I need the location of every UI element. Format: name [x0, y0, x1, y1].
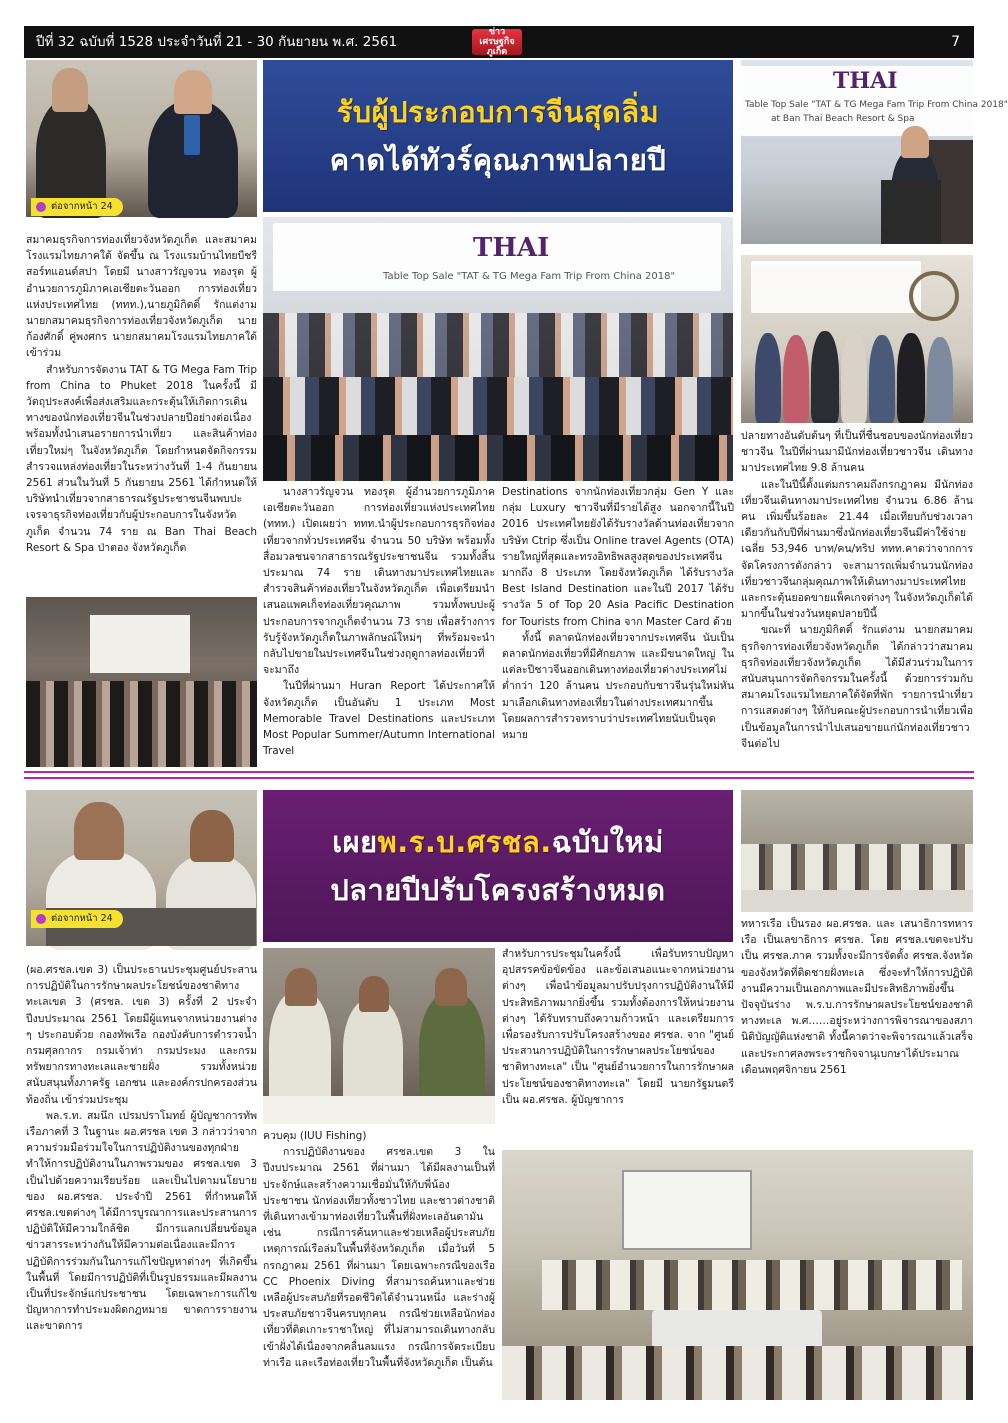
paragraph: การปฏิบัติงานของ ศรชล.เขต 3 ในปีงบประมาณ 2561 ที่ผ่านมา ได้มีผลงานเป็นที่ประจักษ์และสร้างความเชื่อมั่นให้กับพี่น้องประชาชน นักท่องเที่ยวทั้งชาวไทย และชาวต่างชาติที่เดินทางเข้ามาท่องเที่ยวในพื้นที่ฝั่งทะเลอันดามัน เช่น กรณีการค้นหาและช่วยเหลือผู้ประสบภัยเหตุการณ์เรือล่มในพื้นที่จังหวัดภูเก็ต เมื่อวันที่ 5 กรกฎาคม 2561 ที่ผ่านมา โดยเฉพาะกรณีของเรือ CC Phoenix Diving ที่สามารถค้นหาและช่วยเหลือผู้ประสบภัยที่รอดชีวิตได้จำนวนหนึ่ง และร่างผู้ประสบภัยชาวจีนครบทุกคน กรณีช่วยเหลือนักท่องเที่ยวที่ติดเกาะราชาใหญ่ ที่ไม่สามารถเดินทางกลับเข้าฝั่งได้เนื่องจากคลื่นลมแรง กรณีการจัดระเบียบท่าเรือ และเรือท่องเที่ยวในพื้นที่จังหวัดภูเก็ต เป็นต้น [263, 1146, 495, 1369]
paragraph: และในปีนี้ตั้งแต่มกราคมถึงกรกฎาคม มีนักท่องเที่ยวจีนเดินทางมาประเทศไทย จำนวน 6.86 ล้านคน เพิ่มขึ้นร้อยละ 21.44 เมื่อเทียบกับช่วงเวลาเดียวกันกับปีที่ผ่านมาซึ่งนักท่องเที่ยวจีนมีค่าใช้จ่ายเฉลี่ย 53,946 บาท/คน/ทริป ททท.คาดว่าจากการจัดโครงการดังกล่าว จะสามารถเพิ่มจำนวนนักท่องเที่ยวชาวจีนกลุ่มคุณภาพให้เดินทางมาประเทศไทย และกระตุ้นยอดขายแพ็คเกจต่างๆ ในจังหวัดภูเก็ตได้มากขึ้นในช่วงวันหยุดปลายปีนี้ [741, 478, 973, 621]
paragraph: ปลายทางอันดับต้นๆ ที่เป็นที่ชื่นชอบของนักท่องเที่ยวชาวจีน ในปีที่ผ่านมามีนักท่องเที่ยวชาวจีน เดินทางมาประเทศไทย 9.8 ล้านคน [741, 430, 973, 475]
article1-column2 [263, 484, 495, 764]
photo-conference-table [741, 790, 973, 912]
article2-column1 [26, 962, 257, 1402]
paragraph: สมาคมธุรกิจการท่องเที่ยวจังหวัดภูเก็ต และสมาคมโรงแรมไทยภาคใต้ จัดขึ้น ณ โรงแรมบ้านไทยบีชรีสอร์ทแอนด์สปา โดยมี นางสาวรัญจวน ทองรุต ผู้อำนวยการภูมิภาคเอเชียตะวันออก การท่องเที่ยวแห่งประเทศไทย (ททท.),นายภูมิกิตติ์ รักแต่งาม นายกสมาคมธุรกิจการท่องเที่ยวจังหวัดภูเก็ต นาย ก้องศักดิ์ คู่พงศกร นายกสมาคมโรงแรมไทยภาคใต้ เข้าร่วม [26, 234, 257, 360]
thai-logo: THAI [833, 68, 898, 94]
paragraph: ควบคุม (IUU Fishing) [263, 1130, 367, 1142]
bullet-icon [36, 202, 46, 212]
paragraph: ทั้งนี้ ตลาดนักท่องเที่ยวจากประเทศจีน นับเป็นตลาดนักท่องเที่ยวที่มีศักยภาพ และมีขนาดใหญ่ ในแต่ละปีชาวจีนออกเดินทางท่องเที่ยวต่างประเทศไม่ต่ำกว่า 120 ล้านคน ประกอบกับชาวจีนรุ่นใหม่หันมาเลือกเดินทางท่องเที่ยวในต่างประเทศมากขึ้น โดยผลการสำรวจทราบว่าประเทศไทยนับเป็นจุดหมาย [502, 631, 734, 742]
page-number: 7 [951, 34, 960, 50]
continued-badge [31, 198, 123, 216]
paragraph: สำหรับการจัดงาน TAT & TG Mega Fam Trip from China to Phuket 2018 ในครั้งนี้ มีวัตถุประสงค์เพื่อส่งเสริมและกระตุ้นให้เกิดการเดินทางของนักท่องเที่ยวจีนในช่วงปลายปีอย่างต่อเนื่อง พร้อมทั้งนำเสนอรายการนำเที่ยว และสินค้าท่องเที่ยวใหม่ๆ ในจังหวัดภูเก็ต โดยกำหนดจัดกิจกรรมสำรวจแหล่งท่องเที่ยวในระหว่างวันที่ 1-4 กันยายน 2561 ส่วนในวันที่ 5 กันยายน 2561 ได้กำหนดให้บริษัทนำเที่ยวจากสาธารณรัฐประชาชนจีนพบปะเจรจาธุรกิจท่องเที่ยวกับผู้ประกอบการในจังหวัดภูเก็ต จำนวน 74 ราย ณ Ban Thai Beach Resort & Spa ป่าตอง จังหวัดภูเก็ต [26, 363, 257, 554]
banner-text: Table Top Sale "TAT & TG Mega Fam Trip From China 2018" [745, 100, 1008, 110]
article1-column4 [741, 428, 973, 764]
article2-column3 [502, 946, 734, 1142]
photo-meeting-two-men [26, 60, 257, 217]
issue-line: ปีที่ 32 ฉบับที่ 1528 ประจำวันที่ 21 - 30 กันยายน พ.ศ. 2561 [36, 34, 398, 50]
continued-label: ต่อจากหน้า 24 [51, 913, 113, 924]
paragraph: นางสาวรัญจวน ทองรุต ผู้อำนวยการภูมิภาคเอเชียตะวันออก การท่องเที่ยวแห่งประเทศไทย (ททท.) เปิดเผยว่า ททท.นำผู้ประกอบการธุรกิจท่องเที่ยวจากทั่วประเทศจีน จำนวน 50 บริษัท พร้อมทั้งสื่อมวลชนจากสาธารณรัฐประชาชนจีน รวมทั้งสิ้นประมาณ 74 ราย เดินทางมาประเทศไทยและสำรวจสินค้าท่องเที่ยวในจังหวัดภูเก็ต เพื่อเตรียมนำเสนอแพคเก็จท่องเที่ยวคุณภาพ รวมทั้งพบปะผู้ประกอบการจากภูเก็ตจำนวน 73 ราย เพื่อสร้างการรับรู้จังหวัดภูเก็ตในภาพลักษณ์ใหม่ๆ ที่พร้อมจะนำกลับไปขายในประเทศจีนในช่วงฤดูกาลท่องเที่ยวที่จะมาถึง [263, 486, 495, 677]
photo-meeting-hall [502, 1150, 973, 1400]
bullet-icon [36, 914, 46, 924]
thai-logo-large: THAI [473, 233, 550, 263]
continued-badge [31, 910, 123, 928]
continued-label: ต่อจากหน้า 24 [51, 201, 113, 212]
section-divider [24, 771, 974, 779]
article1-column1 [26, 232, 257, 592]
photo-group-standing [741, 255, 973, 423]
banner-sub: at Ban Thai Beach Resort & Spa [771, 114, 915, 124]
headline-line2: ปลายปีปรับโครงสร้างหมด [330, 873, 666, 907]
article2-headline [263, 790, 733, 942]
page-header [24, 26, 974, 58]
paragraph: ขณะที่ นายภูมิกิตติ์ รักแต่งาม นายกสมาคมธุรกิจการท่องเที่ยวจังหวัดภูเก็ต ได้กล่าวว่าสมาคมธุรกิจท่องเที่ยวจังหวัดภูเก็ต ได้มีส่วนร่วมในการสนับสนุนการจัดกิจกรรมในครั้งนี้ ด้วยการร่วมกับสมาคมโรงแรมไทยภาคใต้จัดที่พัก รายการนำเที่ยว การแสดงต่างๆ ให้กับคณะผู้ประกอบการนำเที่ยวเพื่อเป็นข้อมูลในการนำไปเสนอขายแก่นักท่องเที่ยวชาวจีนต่อไป [741, 624, 973, 750]
paragraph: สำหรับการประชุมในครั้งนี้ เพื่อรับทราบปัญหาอุปสรรคข้อขัดข้อง และข้อเสนอแนะจากหน่วยงานต่างๆ เพื่อนำข้อมูลมาปรับปรุงการปฏิบัติงานให้มีประสิทธิภาพมากยิ่งขึ้น รวมทั้งต้องการให้หน่วยงานต่างๆ ได้รับทราบถึงความก้าวหน้า และเตรียมการเพื่อรองรับการปรับโครงสร้างของ ศรชล. จาก "ศูนย์ประสานการปฏิบัติในการรักษาผลประโยชน์ของชาติทางทะเล" เป็น "ศูนย์อำนวยการในการรักษาผลประโยชน์ของชาติทางทะเล" โดยมี นายกรัฐมนตรี เป็น ผอ.ศรชล. ผู้บัญชาการ [502, 948, 734, 1106]
headline-post: ฉบับใหม่ [551, 825, 664, 859]
photo-group-large [263, 217, 733, 481]
paragraph: ทหารเรือ เป็นรอง ผอ.ศรชล. และ เสนาธิการทหารเรือ เป็นเลขาธิการ ศรชล. โดย ศรชล.เขตจะปรับเป็น ศรชล.ภาค รวมทั้งจะมีการจัดตั้ง ศรชล.จังหวัดของจังหวัดที่ติดชายฝั่งทะเล ซึ่งจะทำให้การปฏิบัติงานมีความเป็นเอกภาพและมีประสิทธิภาพยิ่งขึ้น ปัจจุบันร่าง พ.ร.บ.การรักษาผลประโยชน์ของชาติทางทะเล พ.ศ……อยู่ระหว่างการพิจารณาของสภานิติบัญญัติแห่งชาติ ทั้งนี้คาดว่าจะพิจารณาแล้วเสร็จ และประกาศลงพระราชกิจจานุเบกษาได้ประมาณเดือนพฤศจิกายน 2561 [741, 918, 973, 1076]
newspaper-logo: ข่าวเศรษฐกิจ ภูเก็ต [472, 29, 522, 55]
headline-highlight: พ.ร.บ.ศรชล. [377, 825, 552, 859]
headline-pre: เผย [332, 825, 378, 859]
photo-seminar-room [26, 597, 257, 767]
headline-line1: รับผู้ประกอบการจีนสุดลิ่ม [336, 95, 660, 129]
paragraph: (ผอ.ศรชล.เขต 3) เป็นประธานประชุมศูนย์ประสานการปฏิบัติในการรักษาผลประโยชน์ของชาติทางทะเลเขต 3 (ศรชล. เขต 3) ครั้งที่ 2 ประจำปีงบประมาณ 2561 โดยมีผู้แทนจากหน่วยงานต่าง ๆ ประกอบด้วย กองทัพเรือ กองบังคับการตำรวจน้ำ กรมศุลกากร กรมเจ้าท่า กรมประมง และกรมทรัพยากรทางทะเลและชายฝั่ง รวมทั้งหน่วยสนับสนุนทั้งภาครัฐ เอกชน และองค์กรปกครองส่วนท้องถิ่น เข้าร่วมประชุม [26, 964, 257, 1106]
paragraph: Destinations จากนักท่องเที่ยวกลุ่ม Gen Y และกลุ่ม Luxury ชาวจีนที่มีรายได้สูง นอกจากนี้ในปี 2016 ประเทศไทยยังได้รับรางวัลด้านท่องเที่ยวจากบริษัท Ctrip ซึ่งเป็น Online travel Agents (OTA) รายใหญ่ที่สุดและทรงอิทธิพลสูงสุดของประเทศจีน มากถึง 8 ประเภท โดยจังหวัดภูเก็ต ได้รับรางวัล Best Island Destination และในปี 2017 ได้รับรางวัล 5 of Top 20 Asia Pacific Destination for Tourists from China จาก Master Card ด้วย [502, 486, 734, 628]
paragraph: พล.ร.ท. สมนึก เปรมปราโมทย์ ผู้บัญชาการทัพเรือภาคที่ 3 ในฐานะ ผอ.ศรชล เขต 3 กล่าวว่าจากความร่วมมือร่วมใจในการปฏิบัติงานของทุกฝ่าย ทำให้การปฏิบัติงานในภาพรวมของ ศรชล.เขต 3 เป็นไปด้วยความเรียบร้อย และเป็นไปตามนโยบายของ ผอ.ศรชล. ประจำปี 2561 ที่กำหนดให้ ศรชล.เขตต่างๆ ได้มีการบูรณาการและประสานการปฏิบัติให้มีความใกล้ชิด มีการแลกเปลี่ยนข้อมูลข่าวสารระหว่างกันให้มีความต่อเนื่องและมีการปฏิบัติการร่วมกันในการแก้ไขปัญหาต่างๆ ที่เกิดขึ้นในพื้นที่ โดยมีการปฏิบัติที่เป็นรูปธรรมและมีผลงานเป็นที่ประจักษ์แก่ประชาชน โดยเฉพาะการแก้ไขปัญหาการทำประมงผิดกฎหมาย ขาดการรายงาน และขาดการ [26, 1109, 257, 1333]
paragraph: ในปีที่ผ่านมา Huran Report ได้ประกาศให้จังหวัดภูเก็ต เป็นอันดับ 1 ประเภท Most Memorable Travel Destinations และประเภท Most Popular Summer/Autumn International Travel [263, 680, 495, 758]
article1-headline [263, 60, 733, 212]
headline-line2: คาดได้ทัวร์คุณภาพปลายปี [329, 143, 667, 177]
article1-column3 [502, 484, 734, 764]
photo-officers-table [263, 948, 495, 1124]
article2-column4 [741, 916, 973, 1142]
headline-line1 [332, 818, 663, 866]
photo-speaker-podium [741, 60, 1008, 244]
banner-text-large: Table Top Sale "TAT & TG Mega Fam Trip From China 2018" [383, 271, 676, 282]
article2-column2 [263, 1128, 495, 1402]
